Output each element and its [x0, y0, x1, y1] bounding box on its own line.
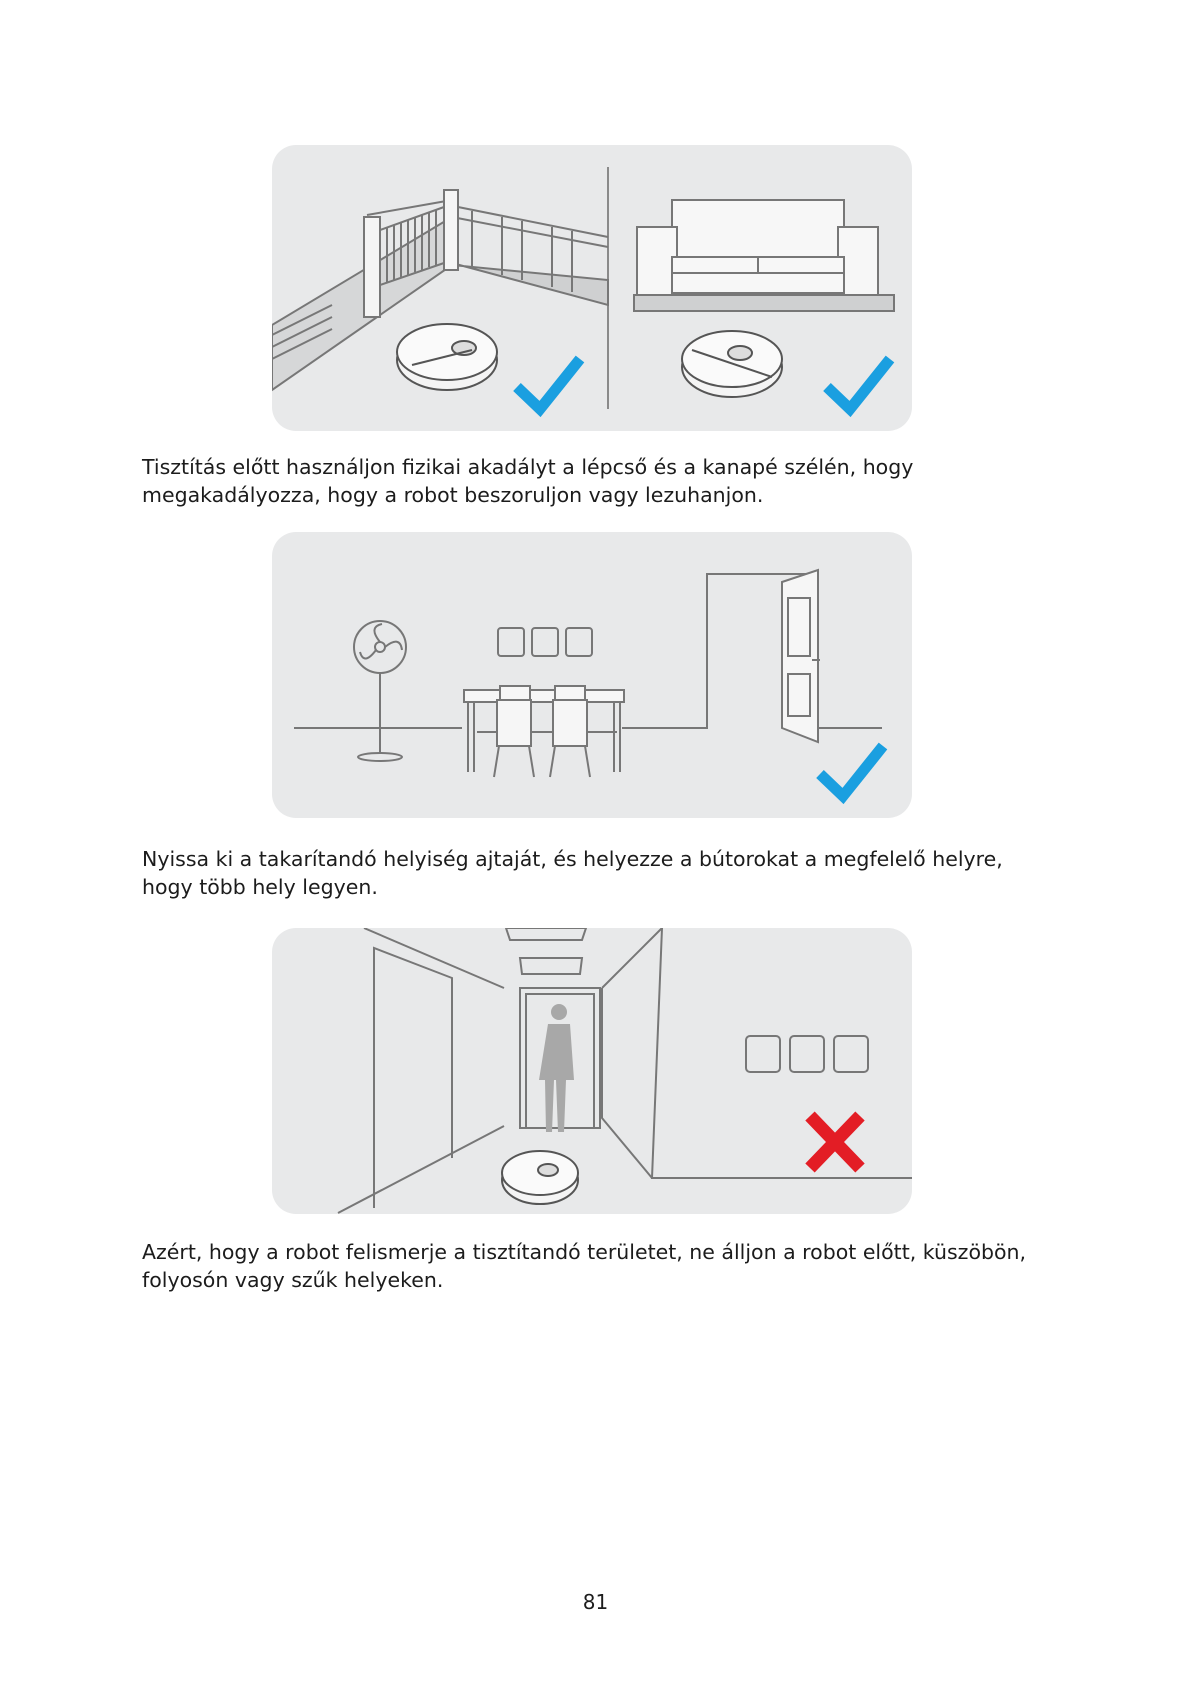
caption-1: Tisztítás előtt használjon fizikai akadályt a lépcső és a kanapé szélén, hogy megakadályozza, hogy a robot beszoruljon vagy lezuhanjon.: [142, 455, 914, 507]
page-number: 81: [582, 1590, 609, 1614]
illustration-open-door: [272, 532, 912, 818]
caption-3: Azért, hogy a robot felismerje a tisztítandó területet, ne álljon a robot előtt, küszöbön, folyosón vagy szűk helyeken.: [142, 1240, 1027, 1292]
robot-vacuum: [502, 1151, 578, 1204]
robot-vacuum: [397, 324, 497, 390]
robot-vacuum: [682, 331, 782, 397]
illustration-stairs-sofa: [272, 145, 912, 431]
illustration-corridor: [272, 928, 912, 1214]
caption-2: Nyissa ki a takarítandó helyiség ajtaját, és helyezze a bútorokat a megfelelő helyre, hogy több hely legyen.: [142, 847, 1003, 899]
open-door: [782, 570, 820, 742]
